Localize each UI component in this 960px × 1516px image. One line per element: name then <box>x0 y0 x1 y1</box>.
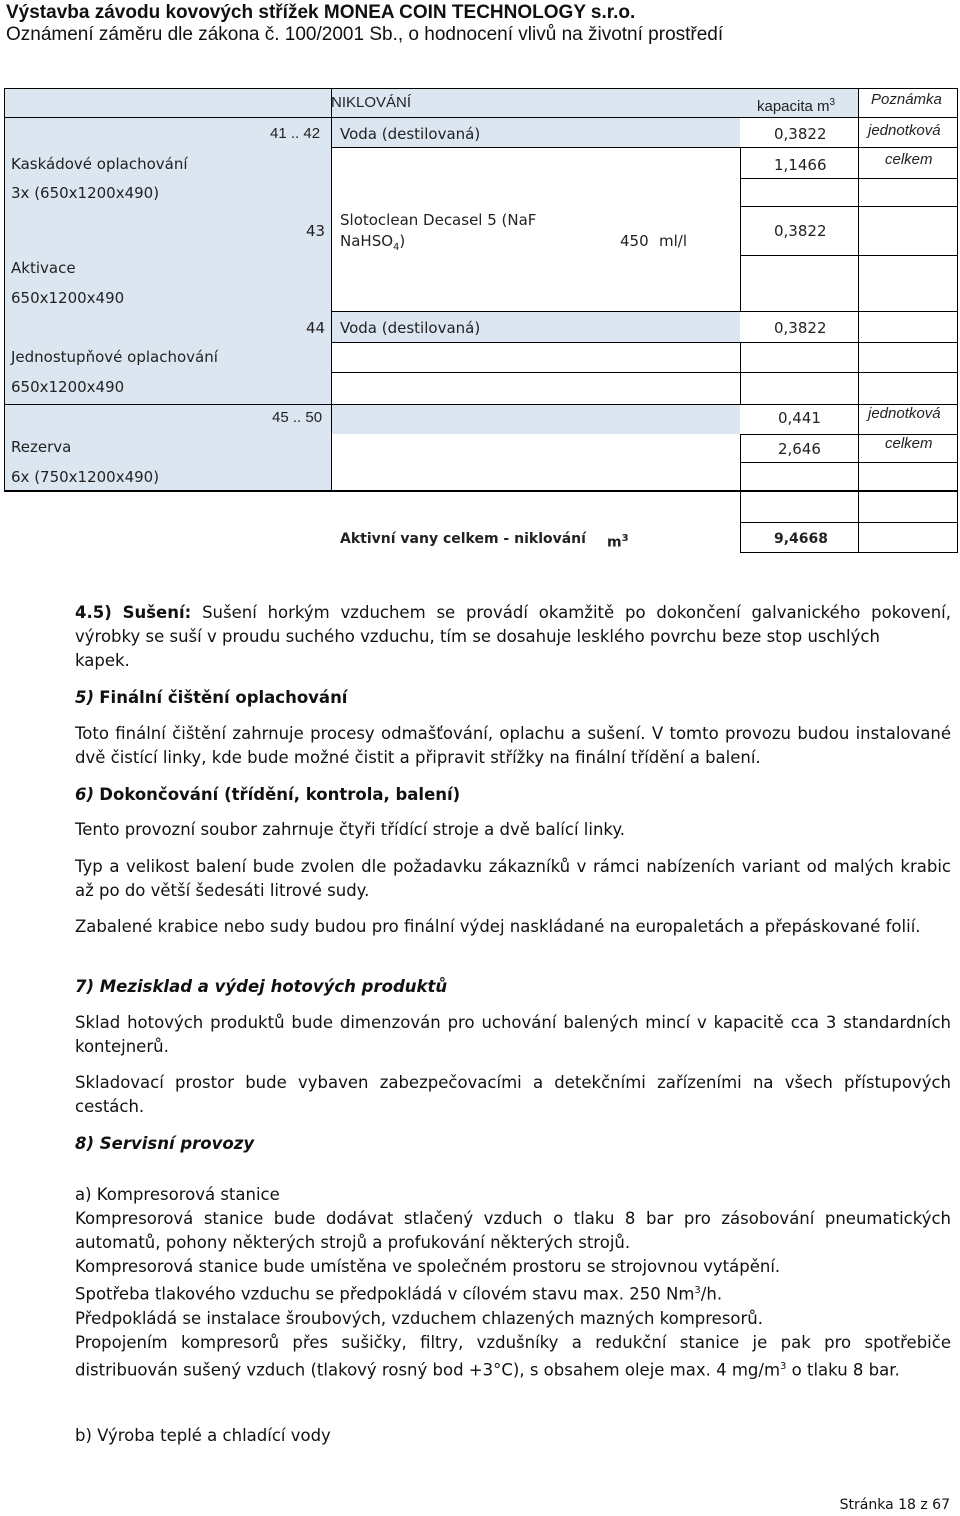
section-5-number: 5) <box>75 688 95 707</box>
total-label: Aktivní vany celkem - niklování <box>340 531 586 547</box>
rule <box>740 255 958 256</box>
section-5-paragraph: Toto finální čištění zahrnuje procesy odmašťování, oplachu a sušení. V tomto provozu budou instalované dvě čistící linky, kde bude možné čistit a připravit střížky na finální třídění a balení. <box>75 724 951 767</box>
document-subtitle: Oznámení záměru dle zákona č. 100/2001 Sb., o hodnocení vlivů na životní prostředí <box>6 24 724 45</box>
pos-41-42: 41 .. 42 <box>270 125 321 142</box>
vrule <box>957 88 958 553</box>
label-kaskadove: Kaskádové oplachování <box>11 155 188 173</box>
section-6-heading <box>75 783 951 807</box>
rule-table-bottom <box>4 490 958 492</box>
rule <box>331 311 958 312</box>
section-7-paragraph-2: Skladovací prostor bude vybaven zabezpečovacími a detekčními zařízeními na všech přístupových cestách. <box>75 1073 951 1116</box>
label-aktivace: Aktivace <box>11 259 76 277</box>
rule <box>740 206 958 207</box>
label-kaskadove-dims: 3x (650x1200x490) <box>11 184 160 202</box>
vrule <box>858 88 859 553</box>
conc-450: 450 <box>620 232 649 250</box>
rule <box>740 552 958 553</box>
vrule <box>4 88 5 491</box>
rule <box>331 342 958 343</box>
label-jednostupnove-dims: 650x1200x490 <box>11 378 125 396</box>
label-aktivace-dims: 650x1200x490 <box>11 289 125 307</box>
unit-ml-l: ml/l <box>659 232 688 250</box>
col-kapacita: kapacita $m^3$ <box>757 97 836 115</box>
val-r3: 0,3822 <box>774 222 827 240</box>
note-r6: celkem <box>885 435 933 452</box>
note-r1: jednotková <box>868 122 941 139</box>
rule <box>740 522 958 523</box>
label-jednostupnove: Jednostupňové oplachování <box>11 348 218 366</box>
name-voda-2: Voda (destilovaná) <box>340 319 481 337</box>
vrule <box>331 88 332 491</box>
vrule <box>740 492 741 553</box>
row-45-name-fill <box>331 404 740 434</box>
section-4-5-number: 4.5) <box>75 603 112 622</box>
pos-43: 43 <box>306 222 326 240</box>
section-8-title: 8) Servisní provozy <box>75 1134 255 1153</box>
section-7-title: 7) Mezisklad a výdej hotových produktů <box>75 977 448 996</box>
pos-45-50: 45 .. 50 <box>272 409 323 426</box>
section-6-paragraph-2: Typ a velikost balení bude zvolen dle požadavku zákazníků v rámci nabízeních variant od malých krabic až po do větší šedesáti litrové sudy. <box>75 857 951 900</box>
pos-44: 44 <box>306 319 326 337</box>
section-4-5-text: Sušení horkým vzduchem se provádí okamžitě po dokončení galvanického pokovení, výrobky se suší v proudu suchého vzduchu, tím se dosahuje lesklého povrchu beze stop uschlých <box>75 603 951 646</box>
rule <box>740 462 958 463</box>
compressor-line-1: Kompresorová stanice bude dodávat stlačený vzduch o tlaku 8 bar pro zásobování pneumatických automatů, pohony některých strojů a profukování některých strojů. <box>75 1209 951 1252</box>
rule <box>4 404 958 405</box>
name-slotoclean-1: Slotoclean Decasel 5 (NaF <box>340 211 537 229</box>
rule <box>331 147 958 148</box>
col-niklovani: NIKLOVÁNÍ <box>331 94 412 111</box>
rule <box>331 372 958 373</box>
note-r5: jednotková <box>868 405 941 422</box>
section-8-block <box>75 1183 951 1382</box>
document-title: Výstavba závodu kovových střížek MONEA COIN TECHNOLOGY s.r.o. <box>6 2 636 23</box>
compressor-line-4: Předpokládá se instalace šroubových, vzduchem chlazených mazných kompresorů. <box>75 1308 764 1328</box>
val-r5: 0,441 <box>778 409 821 427</box>
val-r2: 1,1466 <box>774 156 827 174</box>
header-left-blank <box>4 88 331 117</box>
section-5-heading <box>75 686 951 710</box>
section-6-paragraph-3: Zabalené krabice nebo sudy budou pro finální výdej naskládané na europaletách a přepáskované folií. <box>75 917 921 936</box>
section-4-5-title: Sušení: <box>122 603 192 622</box>
val-r1: 0,3822 <box>774 125 827 143</box>
vrule <box>740 434 741 491</box>
rule-top <box>4 88 958 89</box>
col-poznamka: Poznámka <box>871 91 942 108</box>
section-4-5 <box>75 601 951 673</box>
compressor-line-5: Propojením kompresorů přes sušičky, filtry, vzdušníky a redukční stanice je pak pro spotřebiče distribuován sušený vzduch (tlakový rosný bod +3°C), s obsahem oleje max. 4 $mg/m^3$ o tlaku 8 bar. <box>75 1332 951 1379</box>
val-r6: 2,646 <box>778 440 821 458</box>
section-6-title: Dokončování (třídění, kontrola, balení) <box>99 785 461 804</box>
page-number: Stránka 18 z 67 <box>839 1497 950 1513</box>
section-5-title: Finální čištění oplachování <box>99 688 348 707</box>
rule <box>740 178 958 179</box>
rule <box>4 117 958 118</box>
subsection-b-title: b) Výroba teplé a chladící vody <box>75 1426 331 1445</box>
val-r4: 0,3822 <box>774 319 827 337</box>
name-slotoclean-2: NaHSO$_4$) <box>340 232 406 253</box>
compressor-line-3: Spotřeba tlakového vzduchu se předpokládá v cílovém stavu max. 250 Nm$^3$/h. <box>75 1284 723 1304</box>
note-r2: celkem <box>885 151 933 168</box>
compressor-line-2: Kompresorová stanice bude umístěna ve společném prostoru se strojovnou vytápění. <box>75 1257 781 1276</box>
section-6-paragraph-1: Tento provozní soubor zahrnuje čtyři třídící stroje a dvě balící linky. <box>75 820 626 839</box>
vrule <box>740 147 741 311</box>
section-7-paragraph-1: Sklad hotových produktů bude dimenzován pro uchování balených mincí v kapacitě cca 3 standardních kontejnerů. <box>75 1013 951 1056</box>
subsection-a-title: a) Kompresorová stanice <box>75 1185 280 1204</box>
section-4-5-text-end: kapek. <box>75 651 130 670</box>
name-voda-1: Voda (destilovaná) <box>340 125 481 143</box>
vrule <box>740 342 741 404</box>
label-rezerva-dims: 6x (750x1200x490) <box>11 468 160 486</box>
section-6-number: 6) <box>75 785 95 804</box>
page-header <box>6 2 956 46</box>
label-rezerva: Rezerva <box>11 438 72 456</box>
total-unit: $m^3$ <box>607 533 629 551</box>
total-value: 9,4668 <box>774 531 829 547</box>
